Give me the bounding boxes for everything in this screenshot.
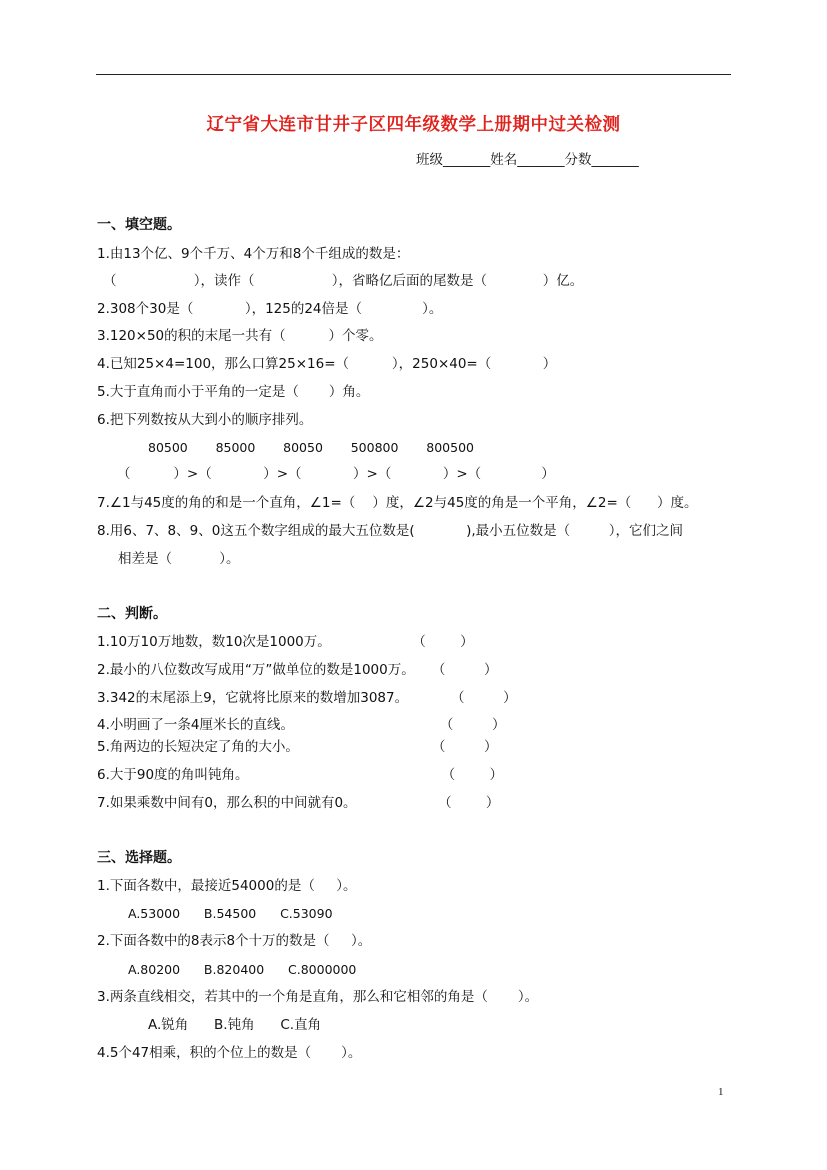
choice-options: A.53000 B.54500 C.53090: [128, 906, 333, 921]
question-line: 2.308个30是（ ），125的24倍是（ ）。: [97, 301, 443, 317]
question-line: （ ），读作（ ），省略亿后面的尾数是（ ）亿。: [103, 273, 584, 289]
question-line: 7.∠1与45度的角的和是一个直角，∠1=（ ）度，∠2与45度的角是一个平角，∠2=（ ）度。: [97, 495, 698, 511]
choice-question: 4.5个47相乘，积的个位上的数是（ ）。: [97, 1045, 362, 1061]
header-rule: [96, 74, 731, 75]
info-line: 班级_______姓名_______分数_______: [416, 152, 639, 168]
judge-line: 3.342的末尾添上9，它就将比原来的数增加3087。 （ ）: [97, 690, 517, 706]
choice-question: 3.两条直线相交，若其中的一个角是直角，那么和它相邻的角是（ ）。: [97, 989, 539, 1005]
section-heading-judge: 二、判断。: [97, 606, 167, 622]
question-line: 3.120×50的积的末尾一共有（ ）个零。: [97, 328, 383, 344]
choice-question: 2.下面各数中的8表示8个十万的数是（ ）。: [97, 933, 372, 949]
choice-question: 1.下面各数中，最接近54000的是（ ）。: [97, 878, 357, 894]
section-heading-choice: 三、选择题。: [97, 850, 181, 866]
number-list: 80500 85000 80050 500800 800500: [148, 440, 474, 455]
question-line: 相差是（ ）。: [118, 551, 240, 567]
judge-line: 6.大于90度的角叫钝角。 （ ）: [97, 767, 503, 783]
choice-options: A.80200 B.820400 C.8000000: [128, 962, 357, 977]
question-line: 4.已知25×4=100，那么口算25×16=（ ），250×40=（ ）: [97, 356, 557, 372]
question-line: 8.用6、7、8、9、0这五个数字组成的最大五位数是( ),最小五位数是（ ），它们之间: [97, 523, 684, 539]
order-blanks: （ ）>（ ）>（ ）>（ ）>（ ）: [117, 466, 555, 482]
question-line: 1.由13个亿、9个千万、4个万和8个千组成的数是：: [97, 246, 410, 262]
judge-line: 5.角两边的长短决定了角的大小。 （ ）: [97, 739, 498, 755]
judge-line: 2.最小的八位数改写成用“万”做单位的数是1000万。 （ ）: [97, 662, 498, 678]
judge-line: 1.10万10万地数，数10次是1000万。 （ ）: [97, 634, 474, 650]
judge-line: 7.如果乘数中间有0，那么积的中间就有0。 （ ）: [97, 795, 500, 811]
question-line: 5.大于直角而小于平角的一定是（ ）角。: [97, 384, 370, 400]
choice-options: A.锐角 B.钝角 C.直角: [148, 1017, 322, 1033]
judge-line: 4.小明画了一条4厘米长的直线。 （ ）: [97, 717, 506, 733]
page-title: 辽宁省大连市甘井子区四年级数学上册期中过关检测: [206, 115, 621, 135]
page-number: 1: [718, 1086, 724, 1098]
question-line: 6.把下列数按从大到小的顺序排列。: [97, 412, 313, 428]
section-heading-fill: 一、填空题。: [97, 217, 181, 233]
